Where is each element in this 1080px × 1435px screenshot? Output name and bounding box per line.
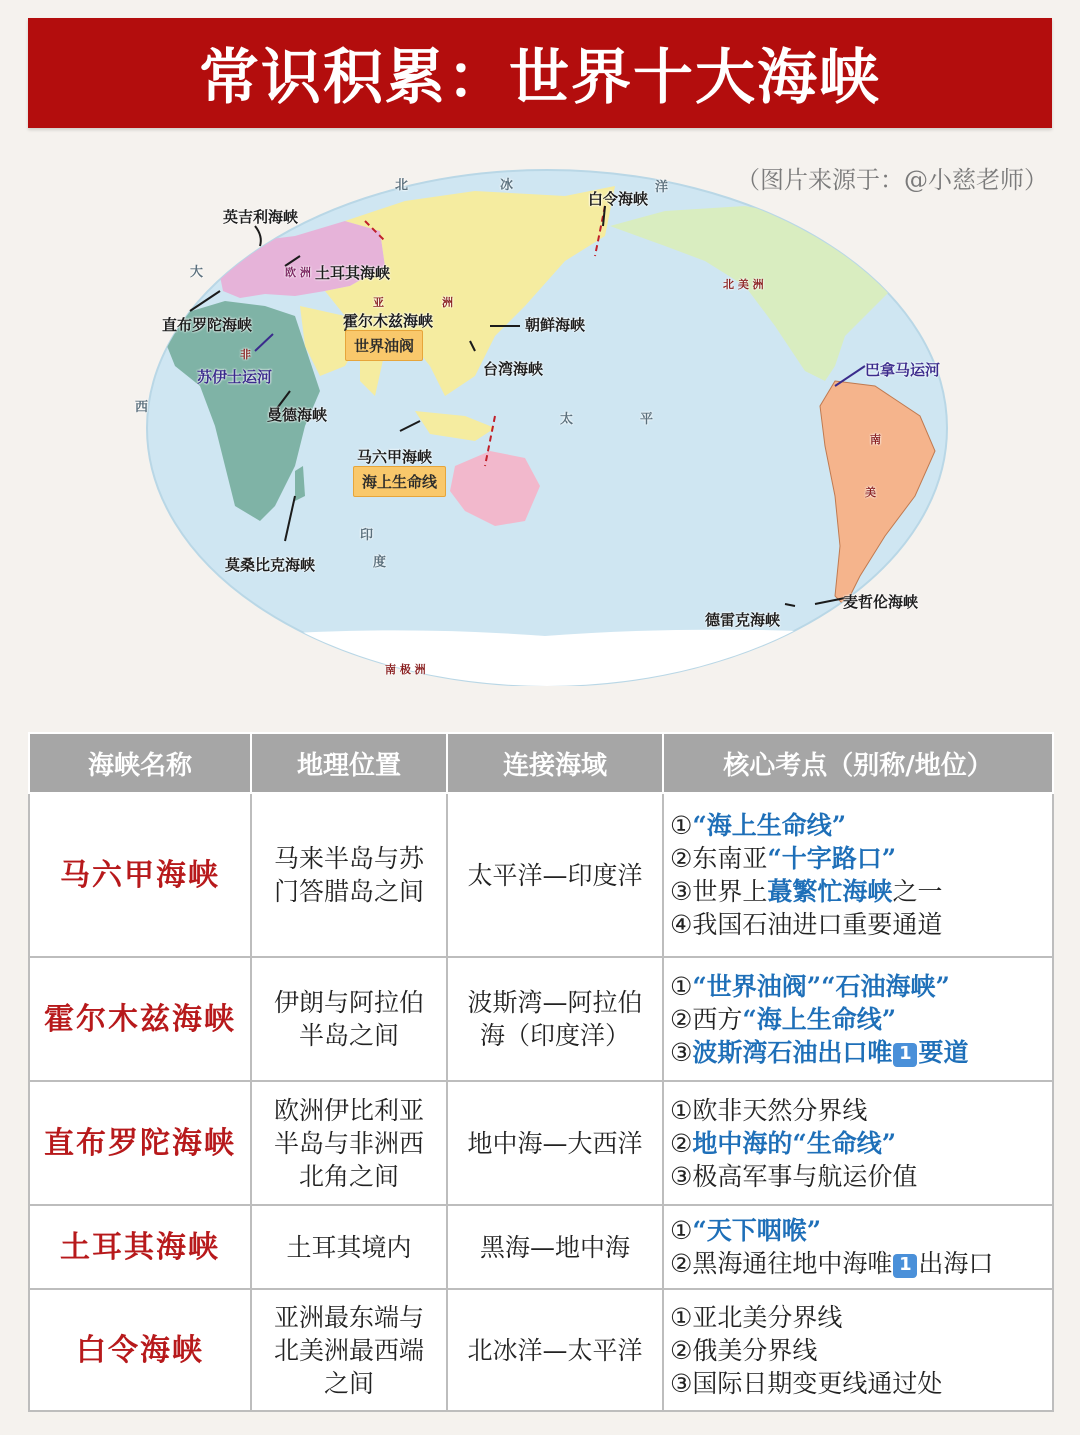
point-line <box>670 1301 1046 1334</box>
label-hormuz: 霍尔木兹海峡 <box>343 312 434 330</box>
point-line <box>670 1036 1046 1069</box>
region-ice: 冰 <box>500 178 514 193</box>
location-line: 亚洲最东端与 <box>273 1302 424 1332</box>
label-turkish-straits: 土耳其海峡 <box>315 264 391 282</box>
point-line <box>670 1094 1046 1127</box>
table-row <box>29 1289 1053 1411</box>
point-line <box>670 1214 1046 1247</box>
title-banner <box>28 18 1052 128</box>
label-drake: 德雷克海峡 <box>705 611 781 629</box>
table-row <box>29 793 1053 957</box>
point-highlight: “天下咽喉” <box>692 1216 822 1245</box>
number-badge: 1 <box>893 1043 917 1067</box>
point-line <box>670 1003 1046 1036</box>
header-points: 核心考点（别称/地位） <box>663 733 1053 793</box>
point-text: ③极高军事与航运价值 <box>670 1161 918 1191</box>
strait-location <box>251 1205 447 1289</box>
label-mandeb: 曼德海峡 <box>267 406 328 424</box>
point-text: ① <box>670 971 693 1001</box>
point-line <box>670 1247 1046 1280</box>
region-du: 度 <box>373 555 387 570</box>
location-line: 门答腊岛之间 <box>273 877 424 906</box>
region-west: 西 <box>135 400 149 415</box>
strait-connects: 地中海—大西洋 <box>447 1081 663 1205</box>
location-line: 伊朗与阿拉伯 <box>273 988 424 1017</box>
point-text: ③世界上 <box>670 877 768 906</box>
region-tai: 太 <box>560 412 574 427</box>
number-badge: 1 <box>893 1254 917 1278</box>
point-line <box>670 1334 1046 1367</box>
point-text: ①亚北美分界线 <box>670 1302 843 1332</box>
point-text: ② <box>670 1128 693 1158</box>
strait-name: 霍尔木兹海峡 <box>29 957 251 1081</box>
point-text: ③国际日期变更线通过处 <box>670 1368 943 1398</box>
point-highlight: “海上生命线” <box>742 1004 897 1034</box>
region-ping: 平 <box>640 412 654 427</box>
location-line: 欧洲伊比利亚 <box>273 1095 424 1125</box>
world-map-graphic <box>145 166 950 686</box>
point-text: ①欧非天然分界线 <box>670 1095 868 1125</box>
table-header-row <box>29 733 1053 793</box>
strait-name: 直布罗陀海峡 <box>29 1081 251 1205</box>
antarctica-shape <box>145 630 950 686</box>
point-text: ④我国石油进口重要通道 <box>670 910 943 939</box>
strait-location <box>251 957 447 1081</box>
table-row <box>29 957 1053 1081</box>
label-korea: 朝鲜海峡 <box>525 316 586 334</box>
point-line <box>670 1367 1046 1400</box>
region-india: 印 <box>360 528 374 543</box>
location-line: 半岛与非洲西 <box>273 1128 424 1158</box>
point-line <box>670 908 1046 941</box>
point-text: ②东南亚 <box>670 844 768 873</box>
label-magellan: 麦哲伦海峡 <box>843 593 919 611</box>
location-line: 土耳其境内 <box>286 1232 412 1262</box>
source-note: （图片来源于：@小慈老师） <box>736 166 1048 194</box>
straits-table-grid <box>28 732 1054 1412</box>
strait-name: 马六甲海峡 <box>29 793 251 957</box>
location-line: 之间 <box>323 1368 374 1398</box>
strait-points <box>663 1205 1053 1289</box>
location-line: 北美洲最西端 <box>273 1335 424 1365</box>
header-name: 海峡名称 <box>29 733 251 793</box>
strait-location <box>251 1081 447 1205</box>
point-text: 出海口 <box>918 1249 994 1278</box>
strait-connects: 北冰洋—太平洋 <box>447 1289 663 1411</box>
point-highlight: 蕞繁忙海峡 <box>767 877 893 906</box>
label-panama: 巴拿马运河 <box>865 361 941 379</box>
label-english-channel: 英吉利海峡 <box>223 208 299 226</box>
point-text: ① <box>670 1216 693 1245</box>
strait-connects <box>447 957 663 1081</box>
location-line: 马来半岛与苏 <box>273 844 424 873</box>
region-big: 大 <box>190 265 204 280</box>
strait-connects: 太平洋—印度洋 <box>447 793 663 957</box>
strait-points <box>663 1081 1053 1205</box>
world-map <box>135 166 950 686</box>
point-line <box>670 842 1046 875</box>
region-south: 南 <box>870 433 881 446</box>
strait-location <box>251 1289 447 1411</box>
table-row <box>29 1081 1053 1205</box>
location-line: 半岛之间 <box>298 1021 399 1050</box>
point-highlight: “十字路口” <box>767 844 897 873</box>
region-europe: 欧 洲 <box>285 266 311 279</box>
point-highlight: 地中海的“生命线” <box>692 1128 897 1158</box>
point-line <box>670 1127 1046 1160</box>
tag-lifeline: 海上生命线 <box>353 466 446 497</box>
strait-name: 土耳其海峡 <box>29 1205 251 1289</box>
region-ocean: 洋 <box>655 180 669 195</box>
connects-line: 波斯湾—阿拉伯 <box>467 988 643 1017</box>
strait-location <box>251 793 447 957</box>
point-line <box>670 809 1046 842</box>
region-asia: 亚 <box>373 296 384 309</box>
point-text: ① <box>670 811 693 840</box>
point-text: ②黑海通往地中海唯 <box>670 1249 893 1278</box>
page-title: 常识积累：世界十大海峡 <box>199 43 881 113</box>
connects-line: 海（印度洋） <box>479 1021 630 1050</box>
region-north: 北 <box>395 178 409 193</box>
table-row <box>29 1205 1053 1289</box>
label-bering: 白令海峡 <box>588 190 649 208</box>
header-connects: 连接海域 <box>447 733 663 793</box>
tag-oil-valve: 世界油阀 <box>345 330 423 361</box>
point-text: ③ <box>670 1037 693 1067</box>
point-highlight: “世界油阀”“石油海峡” <box>692 971 950 1001</box>
point-highlight: 要道 <box>918 1037 969 1067</box>
point-text: ②俄美分界线 <box>670 1335 818 1365</box>
point-text: 之一 <box>892 877 943 906</box>
strait-points <box>663 1289 1053 1411</box>
region-north-america: 北 美 洲 <box>723 278 764 291</box>
strait-points <box>663 793 1053 957</box>
label-mozambique: 莫桑比克海峡 <box>225 556 316 574</box>
point-line <box>670 875 1046 908</box>
label-malacca: 马六甲海峡 <box>357 448 433 466</box>
arrow <box>255 226 261 246</box>
label-gibraltar: 直布罗陀海峡 <box>162 316 253 334</box>
region-continent: 洲 <box>442 296 453 309</box>
strait-connects: 黑海—地中海 <box>447 1205 663 1289</box>
strait-name: 白令海峡 <box>29 1289 251 1411</box>
label-suez: 苏伊士运河 <box>197 368 273 386</box>
region-antarctica: 南 极 洲 <box>385 663 426 676</box>
point-line <box>670 1160 1046 1193</box>
region-africa: 非 <box>240 348 251 361</box>
point-highlight: 波斯湾石油出口唯 <box>692 1037 893 1067</box>
point-highlight: “海上生命线” <box>692 811 847 840</box>
label-taiwan: 台湾海峡 <box>483 360 544 378</box>
header-location: 地理位置 <box>251 733 447 793</box>
point-text: ②西方 <box>670 1004 743 1034</box>
strait-points <box>663 957 1053 1081</box>
region-america: 美 <box>865 486 876 499</box>
location-line: 北角之间 <box>298 1161 399 1191</box>
straits-table <box>28 732 1052 1412</box>
point-line <box>670 970 1046 1003</box>
